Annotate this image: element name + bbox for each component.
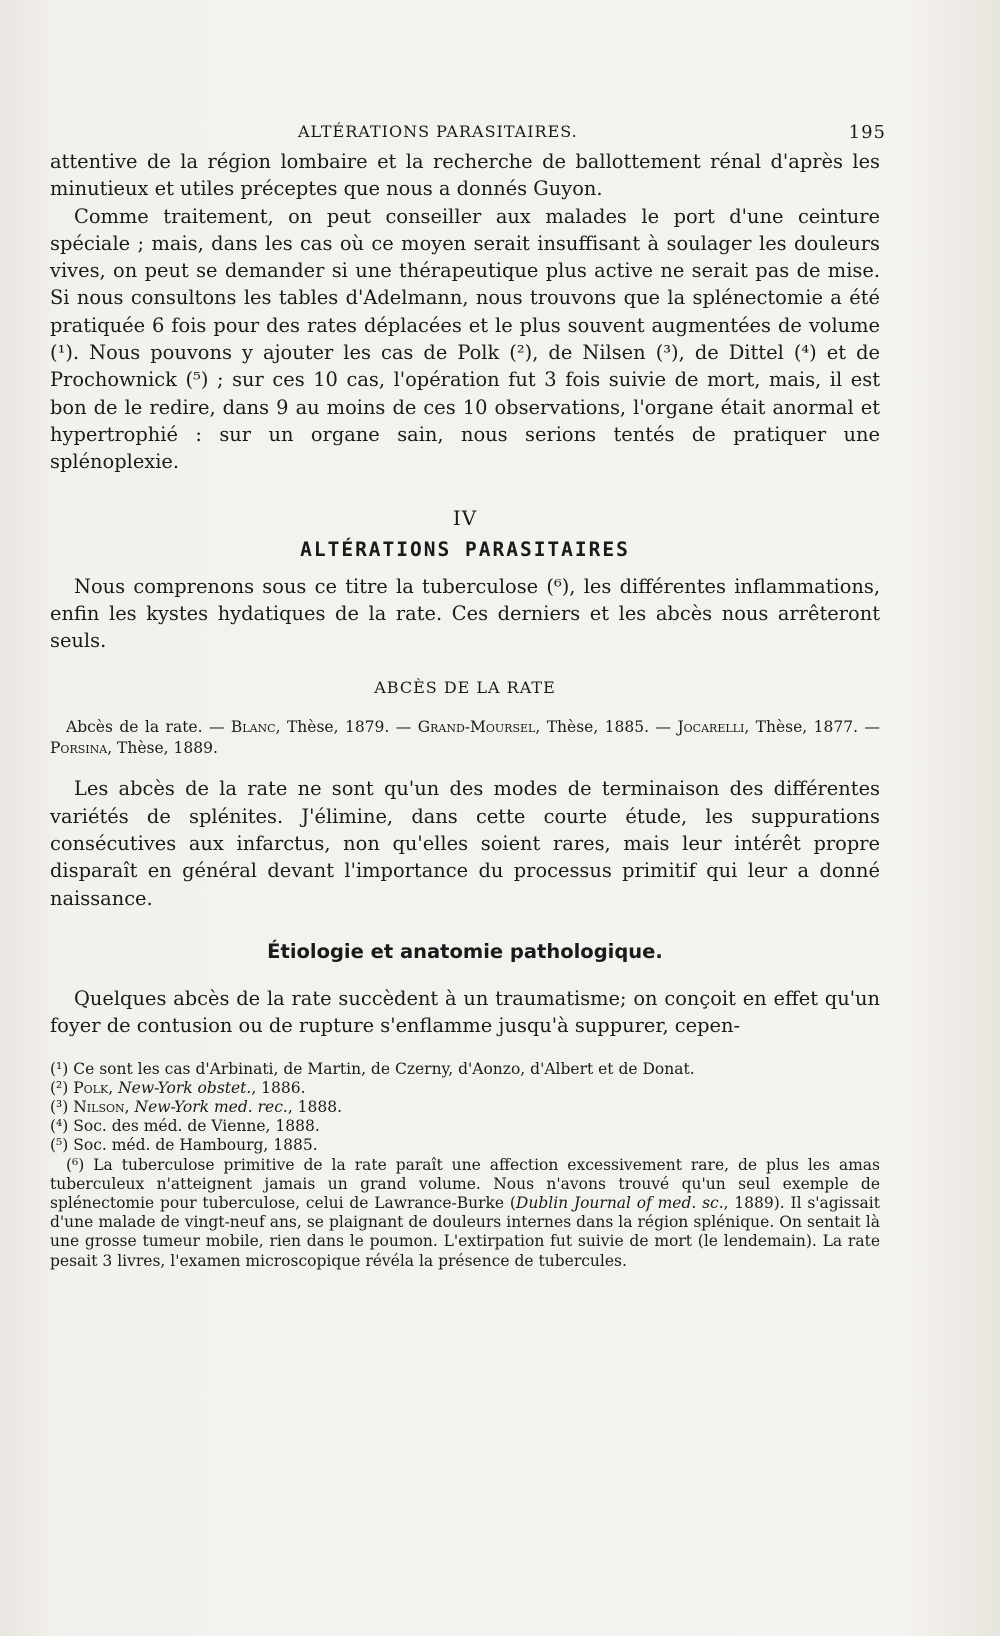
footnote-text: Soc. méd. de Hambourg, 1885. [68, 1136, 318, 1155]
biblio-text: , Thèse, 1879. — [275, 718, 418, 737]
running-head [50, 118, 886, 148]
footnote-text: La tuberculose primitive de la rate paraît une affection excessivement rare, de plus les amas tuberculeux n'atteignent jamais un grand volume. Nous n'avons trouvé qu'un seul exemple de splénectomie pour tuberculose, celui de Lawrance-Burke ( [50, 1155, 880, 1212]
footnote-text: Dublin Journal of med. sc. [515, 1193, 724, 1212]
paragraph-etiology: Quelques abcès de la rate succèdent à un traumatisme; on conçoit en effet qu'un foyer de contusion ou de rupture s'enflamme jusqu'à suppurer, cepen- [50, 986, 880, 1038]
biblio-text: , Thèse, 1877. — [744, 718, 880, 737]
footnote-text: Soc. des méd. de Vienne, 1888. [68, 1117, 320, 1136]
footnote-text: Nilson [68, 1097, 125, 1116]
footnote-mark: (⁶) [66, 1155, 85, 1174]
footnote-text: , 1888. [287, 1097, 343, 1116]
biblio-author: Porsina [50, 739, 108, 758]
footnote-mark: (³) [50, 1097, 69, 1116]
footnotes [50, 1060, 880, 1271]
section-number: IV [452, 505, 478, 530]
biblio-author: Blanc [230, 718, 276, 737]
footnote-text: , [124, 1097, 135, 1116]
page-number: 195 [848, 122, 886, 143]
etiology-heading: Étiologie et anatomie pathologique. [267, 939, 663, 963]
paragraph-continuation: attentive de la région lombaire et la recherche de ballottement rénal d'après les minutieux et utiles préceptes que nous a donnés Guyon. [50, 150, 880, 201]
biblio-author: Grand-Moursel [417, 718, 536, 737]
footnote [50, 1060, 880, 1079]
footnote-mark: (²) [50, 1078, 69, 1097]
paragraph-treatment: Comme traitement, on peut conseiller aux malades le port d'une ceinture spéciale ; mais, dans les cas où ce moyen serait insuffisant à soulager les douleurs vives, on peut se demander si une thérapeutique plus active ne serait pas de mise. Si nous consultons les tables d'Adelmann, nous trouvons que la splénectomie a été pratiquée 6 fois pour des rates déplacées et le plus souvent augmentées de volume (¹). Nous pouvons y ajouter les cas de Polk (²), de Nilsen (³), de Dittel (⁴) et de Prochownick (⁵) ; sur ces 10 cas, l'opération fut 3 fois suivie de mort, mais, il est bon de le redire, dans 9 au moins de ces 10 observations, l'organe était anormal et hypertrophié : sur un organe sain, nous serions tentés de pratiquer une splénoplexie. [50, 204, 880, 474]
footnote-mark: (⁴) [50, 1117, 69, 1136]
footnote [50, 1136, 880, 1155]
footnote [50, 1098, 880, 1117]
paragraph-abscess: Les abcès de la rate ne sont qu'un des modes de terminaison des différentes variétés de splénites. J'élimine, dans cette courte étude, les suppurations consécutives aux infarctus, non qu'elles soient rares, mais leur intérêt propre disparaît en général devant l'importance du processus primitif qui leur a donné naissance. [50, 777, 880, 910]
footnote-mark: (⁵) [50, 1136, 69, 1155]
footnote-text: , 1889). Il s'agissait d'une malade de vingt-neuf ans, se plaignant de douleurs internes dans la région splénique. On sentait là une grosse tumeur mobile, rien dans le poumon. L'extirpation fut suivie de mort (le lendemain). La rate pesait 3 livres, l'examen microscopique révéla la présence de tubercules. [50, 1193, 880, 1270]
footnote-text: New-York med. rec. [134, 1097, 288, 1116]
running-head-title: ALTÉRATIONS PARASITAIRES. [298, 122, 578, 141]
footnote-text: Polk [68, 1078, 109, 1097]
bibliography-line [50, 717, 880, 759]
footnote [50, 1079, 880, 1098]
biblio-lead: Abcès de la rate. — [66, 718, 231, 737]
paragraph-section-intro: Nous comprenons sous ce titre la tuberculose (⁶), les différentes inflammations, enfin les kystes hydatiques de la rate. Ces derniers et les abcès nous arrêteront seuls. [50, 574, 880, 653]
footnote-text: , [108, 1078, 119, 1097]
footnote [50, 1117, 880, 1136]
subsection-title: ABCÈS DE LA RATE [374, 678, 556, 698]
biblio-text: , Thèse, 1885. — [535, 718, 678, 737]
footnote-text: Ce sont les cas d'Arbinati, de Martin, de Czerny, d'Aonzo, d'Albert et de Donat. [68, 1059, 695, 1078]
biblio-text: , Thèse, 1889. [107, 739, 218, 758]
footnote [50, 1156, 880, 1271]
section-title: ALTÉRATIONS PARASITAIRES [300, 537, 630, 561]
footnote-text: , 1886. [251, 1078, 306, 1097]
biblio-author: Jocarelli [677, 718, 745, 737]
footnote-mark: (¹) [50, 1059, 69, 1078]
footnote-text: New-York obstet. [118, 1078, 252, 1097]
